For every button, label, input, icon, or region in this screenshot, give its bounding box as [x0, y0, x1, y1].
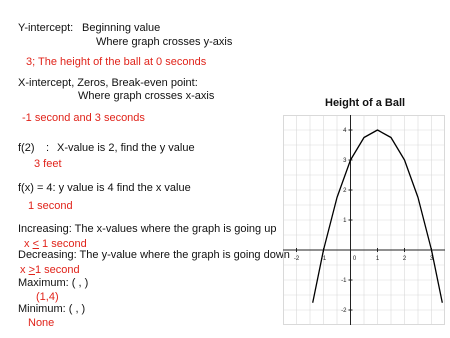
y-intercept-answer: 3; The height of the ball at 0 seconds: [26, 56, 207, 68]
y-tick-label: -1: [341, 278, 347, 284]
decreasing-answer-prefix: x: [20, 264, 29, 276]
y-tick-label: 2: [343, 188, 347, 194]
y-intercept-definition: Beginning value: [82, 22, 161, 34]
y-intercept-label: Y-intercept:: [18, 22, 74, 34]
y-tick-label: -2: [341, 308, 347, 314]
x-tick-label: 3: [429, 256, 434, 262]
fx4-answer: 1 second: [28, 200, 73, 212]
minimum-answer: None: [28, 317, 55, 329]
y-tick-label: 1: [343, 218, 347, 224]
x-intercept-answer: -1 second and 3 seconds: [22, 112, 145, 124]
greater-equal-symbol: >: [28, 264, 35, 276]
chart-title: Height of a Ball: [325, 97, 406, 109]
y-tick-label: 4: [343, 128, 347, 134]
less-equal-symbol: <: [32, 238, 39, 250]
x-tick-label: -2: [293, 256, 300, 262]
f2-colon: :: [46, 142, 50, 154]
increasing-definition: Increasing: The x-values where the graph is going up: [18, 223, 277, 235]
increasing-answer-prefix: x: [24, 238, 33, 250]
minimum-label: Minimum: ( , ): [18, 303, 86, 315]
y-tick-label: 3: [343, 158, 347, 164]
decreasing-answer-suffix: 1 second: [35, 264, 80, 276]
x-tick-label: 2: [402, 256, 407, 262]
x-intercept-label: X-intercept, Zeros, Break-even point:: [18, 77, 198, 89]
maximum-label: Maximum: ( , ): [18, 277, 89, 289]
x-tick-label: 1: [375, 256, 380, 262]
x-tick-label: 0: [352, 256, 357, 262]
f2-definition: X-value is 2, find the y value: [57, 142, 195, 154]
y-intercept-definition-2: Where graph crosses y-axis: [96, 36, 233, 48]
decreasing-definition: Decreasing: The y-value where the graph is going down: [18, 249, 290, 261]
height-of-ball-chart: [283, 115, 445, 325]
x-tick-label: -1: [320, 256, 327, 262]
maximum-answer: (1,4): [36, 291, 59, 303]
decreasing-answer: [20, 264, 80, 276]
increasing-answer-suffix: 1 second: [39, 238, 87, 250]
fx4-definition: f(x) = 4: y value is 4 find the x value: [18, 182, 191, 194]
f2-label: f(2): [18, 142, 35, 154]
f2-answer: 3 feet: [34, 158, 62, 170]
x-intercept-definition: Where graph crosses x-axis: [78, 90, 215, 102]
